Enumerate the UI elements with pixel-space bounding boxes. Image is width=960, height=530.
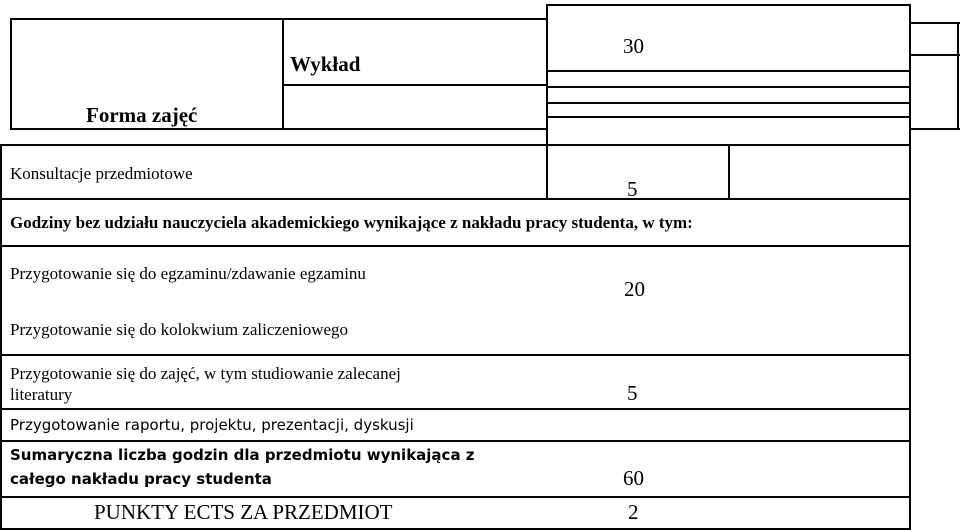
grid-line bbox=[0, 408, 911, 410]
row-label: Przygotowanie raportu, projektu, prezentacji, dyskusji bbox=[10, 416, 414, 434]
row-label-line1: Przygotowanie się do zajęć, w tym studiowanie zalecanej bbox=[10, 364, 401, 383]
grid-line bbox=[0, 198, 911, 200]
grid-line bbox=[282, 84, 547, 86]
wyklad-label: Wykład bbox=[290, 52, 361, 76]
forma-zajec-label: Forma zajęć bbox=[86, 103, 198, 127]
grid-line bbox=[909, 54, 960, 56]
grid-line bbox=[10, 128, 547, 130]
grid-line bbox=[282, 18, 284, 130]
row-label: Konsultacje przedmiotowe bbox=[10, 164, 193, 183]
row-label: Przygotowanie się do egzaminu/zdawanie egzaminu bbox=[10, 264, 366, 283]
grid-line bbox=[728, 144, 730, 200]
grid-line bbox=[10, 18, 12, 130]
grid-line bbox=[546, 70, 911, 72]
grid-line bbox=[546, 4, 911, 6]
grid-line bbox=[546, 116, 911, 118]
row-value: 20 bbox=[624, 277, 645, 301]
grid-line bbox=[0, 144, 911, 146]
row-value: 5 bbox=[627, 177, 638, 201]
row-label-line1: Sumaryczna liczba godzin dla przedmiotu wynikająca z bbox=[10, 446, 475, 464]
ects-label: PUNKTY ECTS ZA PRZEDMIOT bbox=[94, 500, 393, 524]
grid-line bbox=[0, 144, 2, 530]
row-label: Godziny bez udziału nauczyciela akademickiego wynikające z nakładu pracy studenta, w tym: bbox=[10, 213, 693, 232]
grid-line bbox=[546, 144, 548, 200]
row-label: Przygotowanie się do kolokwium zaliczeniowego bbox=[10, 320, 349, 339]
wyklad-hours: 30 bbox=[623, 34, 644, 58]
grid-line bbox=[10, 18, 547, 20]
grid-line bbox=[957, 22, 959, 130]
grid-line bbox=[546, 102, 911, 104]
row-value: 60 bbox=[623, 466, 644, 490]
row-value: 5 bbox=[627, 381, 638, 405]
row-label-line2: literatury bbox=[10, 385, 73, 404]
grid-line bbox=[546, 86, 911, 88]
grid-line bbox=[909, 128, 960, 130]
row-label-line2: całego nakładu pracy studenta bbox=[10, 470, 272, 488]
grid-line bbox=[909, 22, 960, 24]
grid-line bbox=[0, 354, 911, 356]
grid-line bbox=[0, 440, 911, 442]
grid-line bbox=[909, 4, 911, 145]
grid-line bbox=[0, 245, 911, 247]
grid-line bbox=[546, 4, 548, 145]
grid-line bbox=[0, 496, 911, 498]
ects-value: 2 bbox=[628, 500, 639, 524]
grid-line bbox=[909, 144, 911, 530]
